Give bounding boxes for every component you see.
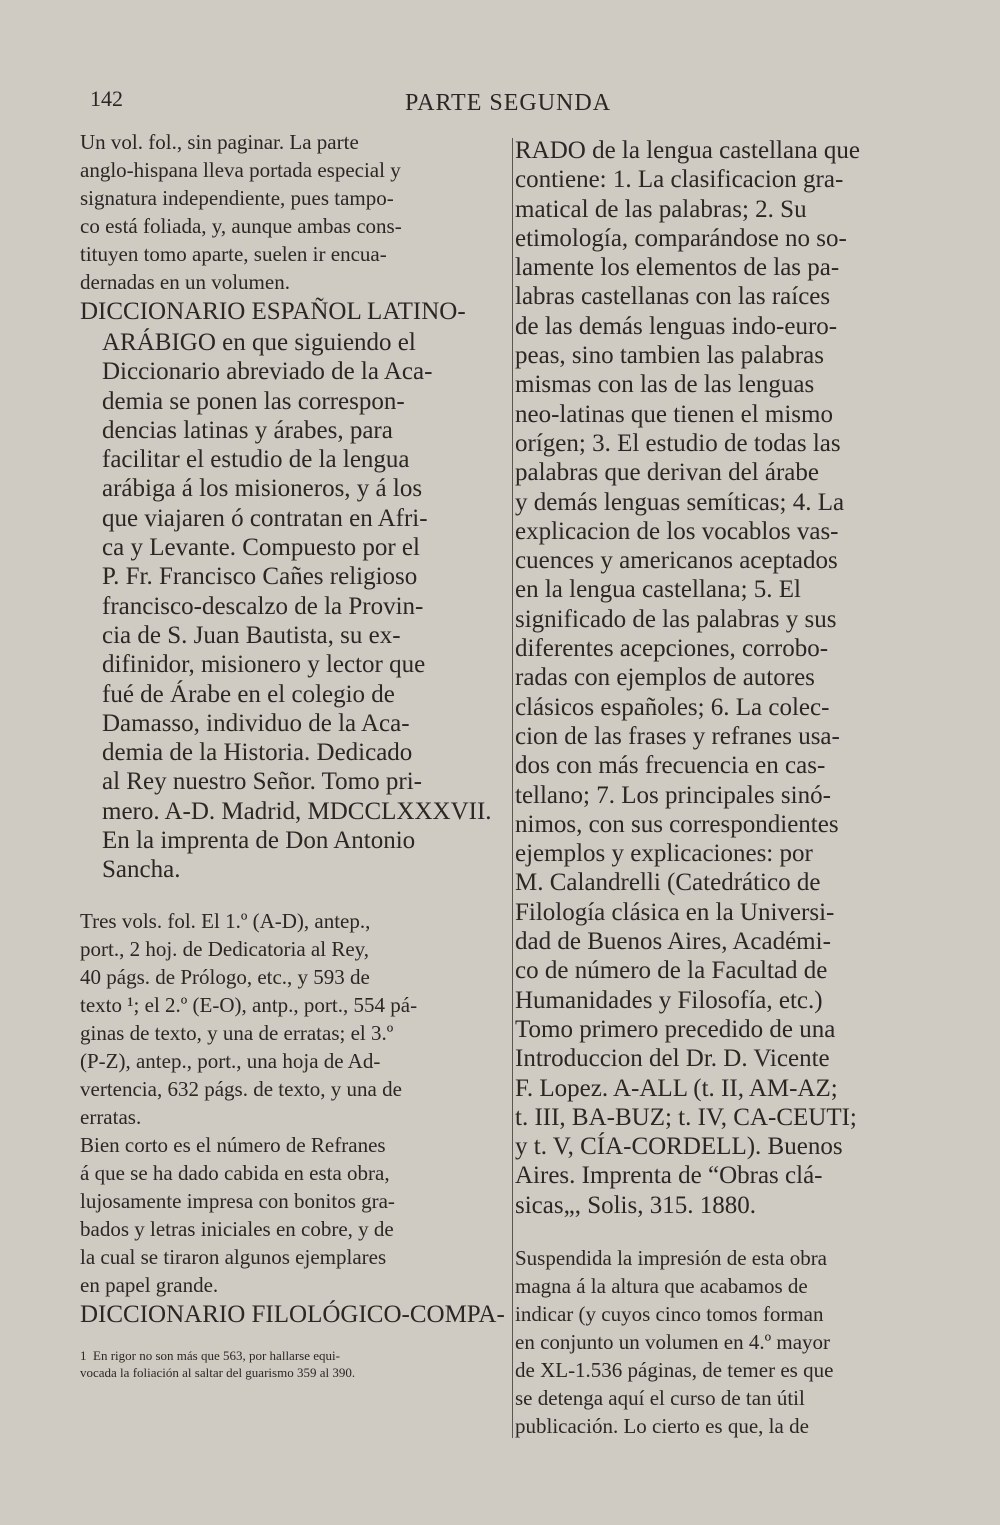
entry-title: ARÁBIGO en que siguiendo el Diccionario abreviado de la Aca- demia se ponen las correspon- dencias latinas y árabes, para facilitar el estudio de la lengua arábiga á los misioneros, y á los que viajaren ó contratan en Afri- ca y Levante. Compuesto por el P. Fr. Francisco Cañes religioso francisco-descalzo de la Provin- cia de S. Juan Bautista, su ex- difinidor, misionero y lector que fué de Árabe en el colegio de Damasso, individuo de la Aca- demia de la Historia. Dedicado al Rey nuestro Señor. Tomo pri- mero. A-D. Madrid, MDCCLXXXVII. En la imprenta de Don Antonio Sancha. — [102, 329, 492, 884]
running-title: PARTE SEGUNDA — [405, 90, 612, 116]
entry-note: Bien corto es el número de Refranes á que se ha dado cabida en esta obra, lujosamente impresa con bonitos gra- bados y letras iniciales en cobre, y de la cual se tiraron algunos ejemplares en papel grande. — [80, 1132, 395, 1297]
entry-heading: DICCIONARIO ESPAÑOL LATINO- — [80, 298, 466, 325]
entry-note: Suspendida la impresión de esta obra magna á la altura que acabamos de indicar (y cuyos cinco tomos forman en conjunto un volumen en 4.º mayor de XL-1.536 páginas, de temer es que se detenga aquí el curso de tan útil publicación. Lo cierto es que, la de — [515, 1245, 834, 1438]
collation-paragraph: Un vol. fol., sin paginar. La parte anglo-hispana lleva portada especial y signatura independiente, pues tampo- co está foliada, y, aunque ambas cons- tituyen tomo aparte, suelen ir encua- dernadas en un volumen. — [80, 130, 402, 294]
page-number: 142 — [90, 86, 123, 111]
footnote: 1 En rigor no son más que 563, por hallarse equi- vocada la foliación al saltar del guarismo 359 al 390. — [80, 1347, 356, 1380]
entry-description: Tres vols. fol. El 1.º (A-D), antep., port., 2 hoj. de Dedicatoria al Rey, 40 págs. de Prólogo, etc., y 593 de texto ¹; el 2.º (E-O), antp., port., 554 pá- ginas de texto, y una de erratas; el 3.º (P-Z), antep., port., una hoja de Ad- vertencia, 632 págs. de texto, y una de erratas. — [80, 908, 418, 1129]
left-column — [80, 128, 505, 1381]
entry-title: RADO de la lengua castellana que contiene: 1. La clasificacion gra- matical de las palabras; 2. Su etimología, comparándose no so- lamente los elementos de las pa- labras castellanas con las raíces de las demás lenguas indo-euro- peas, sino tambien las palabras mismas con las de las lenguas neo-latinas que tienen el mismo orígen; 3. El estudio de todas las palabras que derivan del árabe y demás lenguas semíticas; 4. La explicacion de los vocablos vas- cuences y americanos aceptados en la lengua castellana; 5. El significado de las palabras y sus diferentes acepciones, corrobo- radas con ejemplos de autores clásicos españoles; 6. La colec- cion de las frases y refranes usa- dos con más frecuencia en cas- tellano; 7. Los principales sinó- nimos, con sus correspondientes ejemplos y explicaciones: por M. Calandrelli (Catedrático de Filología clásica en la Universi- dad de Buenos Aires, Académi- co de número de la Facultad de Humanidades y Filosofía, etc.) Tomo primero precedido de una Introduccion del Dr. D. Vicente F. Lopez. A-ALL (t. II, AM-AZ; t. III, BA-BUZ; t. IV, CA-CEUTI; y t. V, CÍA-CORDELL). Buenos Aires. Imprenta de “Obras clá- sicas„, Solis, 315. 1880. — [515, 137, 861, 1219]
column-divider — [512, 138, 513, 1438]
entry-heading: DICCIONARIO FILOLÓGICO-COMPA- — [80, 1300, 505, 1328]
right-column — [515, 128, 935, 1440]
